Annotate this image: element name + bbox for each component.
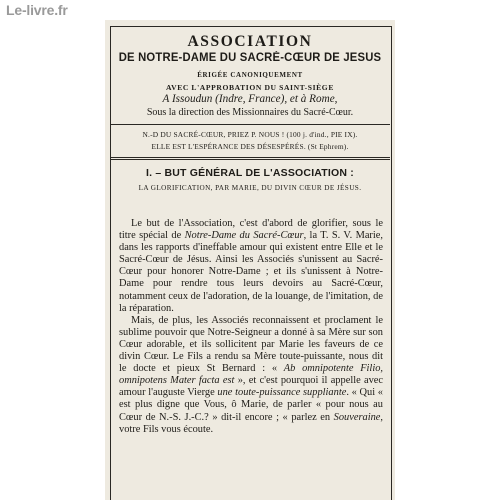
- divider-bottom-double: [110, 159, 390, 160]
- prayer-line-2: ELLE EST L'ESPÉRANCE DES DÉSESPÉRÉS. (St Ephrem).: [151, 142, 349, 151]
- location-line: A Issoudun (Indre, France), et à Rome,: [162, 93, 338, 105]
- body-text: [119, 218, 383, 436]
- divider-top: [110, 124, 390, 125]
- document-title: ASSOCIATION: [187, 33, 313, 50]
- prayer-line-1: N.-D DU SACRÉ-CŒUR, PRIEZ P. NOUS ! (100 j. d'ind., PIE IX).: [142, 130, 358, 139]
- erigee-line: ÉRIGÉE CANONIQUEMENT: [197, 71, 303, 79]
- watermark-text: Le-livre.fr: [6, 2, 68, 18]
- approbation-line: AVEC L'APPROBATION DU SAINT-SIÈGE: [166, 83, 334, 92]
- paragraph-2: Mais, de plus, les Associés reconnaissent et proclament le sublime pouvoir que Notre-Seigneur a donné à sa Mère sur son Cœur adorable, et ils sollicitent par Marie les faveurs de ce divin Cœur. Le Fils a rendu sa Mère toute-puissante, nous dit le docte et pieux St Bernard : « Ab omnipotente Filio, omnipotens Mater facta est », et c'est pourquoi il appelle avec amour l'auguste Vierge une toute-puissance suppliante. « Qui « est plus digne que Vous, ô Marie, de parler « pour nous au Cœur de N.-S. J.-C.? » dit-il encore ; « parlez en Souveraine, votre Fils vous écoute.: [119, 314, 384, 435]
- section-heading: I. – BUT GÉNÉRAL DE L'ASSOCIATION :: [145, 167, 355, 179]
- paragraph-1: Le but de l'Association, c'est d'abord de glorifier, sous le titre spécial de Notre-Dame du Sacré-Cœur, la T. S. V. Marie, dans les rapports d'ineffable amour qui existent entre Elle et le Sacré-Cœur de Jésus. Ainsi les Associés s'unissent au Sacré-Cœur pour honorer Notre-Dame ; et ils s'unissent à Notre-Dame pour rendre tous leurs devoirs au Sacré-Cœur, notamment ceux de l'adoration, de la louange, de l'imitation, de la réparation.: [119, 218, 383, 314]
- section-subheading: LA GLORIFICATION, PAR MARIE, DU DIVIN CŒUR DE JÉSUS.: [138, 184, 362, 192]
- direction-line: Sous la direction des Missionnaires du Sacré-Cœur.: [146, 107, 354, 118]
- document-page: [105, 20, 395, 500]
- divider-bottom: [110, 157, 390, 158]
- document-subtitle: DE NOTRE-DAME DU SACRÉ-CŒUR DE JESUS: [118, 52, 382, 64]
